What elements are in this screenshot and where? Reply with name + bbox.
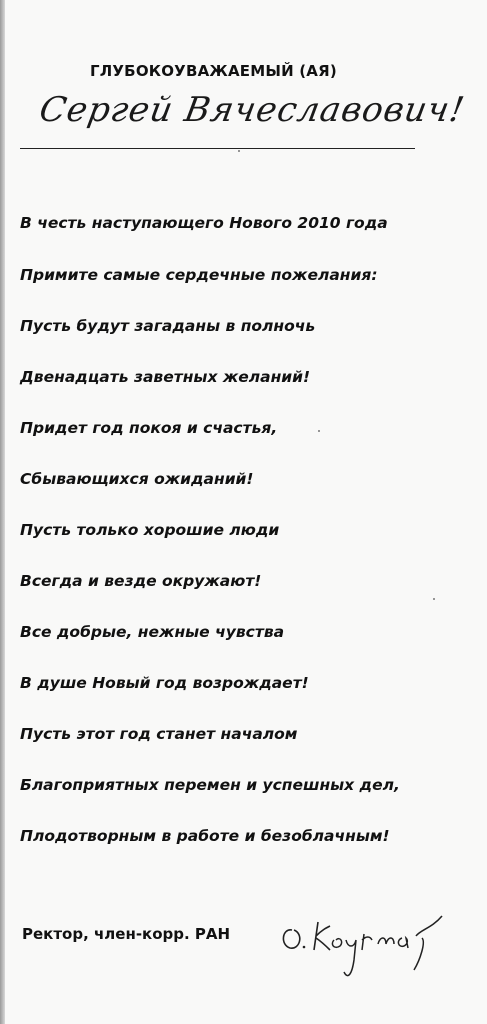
verse-line-8: Всегда и везде окружают! bbox=[20, 572, 262, 590]
recipient-name-handwritten: Сергей Вячеславович! bbox=[36, 90, 468, 130]
verse-line-13: Плодотворным в работе и безоблачным! bbox=[20, 827, 390, 845]
verse-line-3: Пусть будут загаданы в полночь bbox=[20, 317, 316, 335]
rector-title: Ректор, член-корр. РАН bbox=[22, 925, 231, 943]
verse-line-4: Двенадцать заветных желаний! bbox=[20, 368, 311, 386]
verse-line-11: Пусть этот год станет началом bbox=[20, 725, 298, 743]
verse-line-6: Сбывающихся ожиданий! bbox=[20, 470, 254, 488]
verse-line-12: Благоприятных перемен и успешных дел, bbox=[20, 776, 400, 794]
verse-line-5: Придет год покоя и счастья, bbox=[20, 419, 278, 437]
paper-speck bbox=[433, 598, 435, 600]
name-underline bbox=[20, 148, 415, 149]
salutation-heading: ГЛУБОКОУВАЖАЕМЫЙ (АЯ) bbox=[90, 62, 337, 80]
verse-line-1: В честь наступающего Нового 2010 года bbox=[20, 214, 388, 232]
paper-edge-shadow bbox=[0, 0, 5, 1024]
verse-line-7: Пусть только хорошие люди bbox=[20, 521, 280, 539]
verse-line-9: Все добрые, нежные чувства bbox=[20, 623, 285, 641]
verse-line-10: В душе Новый год возрождает! bbox=[20, 674, 309, 692]
paper-speck bbox=[318, 430, 320, 432]
paper-speck bbox=[238, 150, 240, 152]
rector-signature-icon bbox=[270, 900, 460, 990]
verse-line-2: Примите самые сердечные пожелания: bbox=[20, 266, 378, 284]
